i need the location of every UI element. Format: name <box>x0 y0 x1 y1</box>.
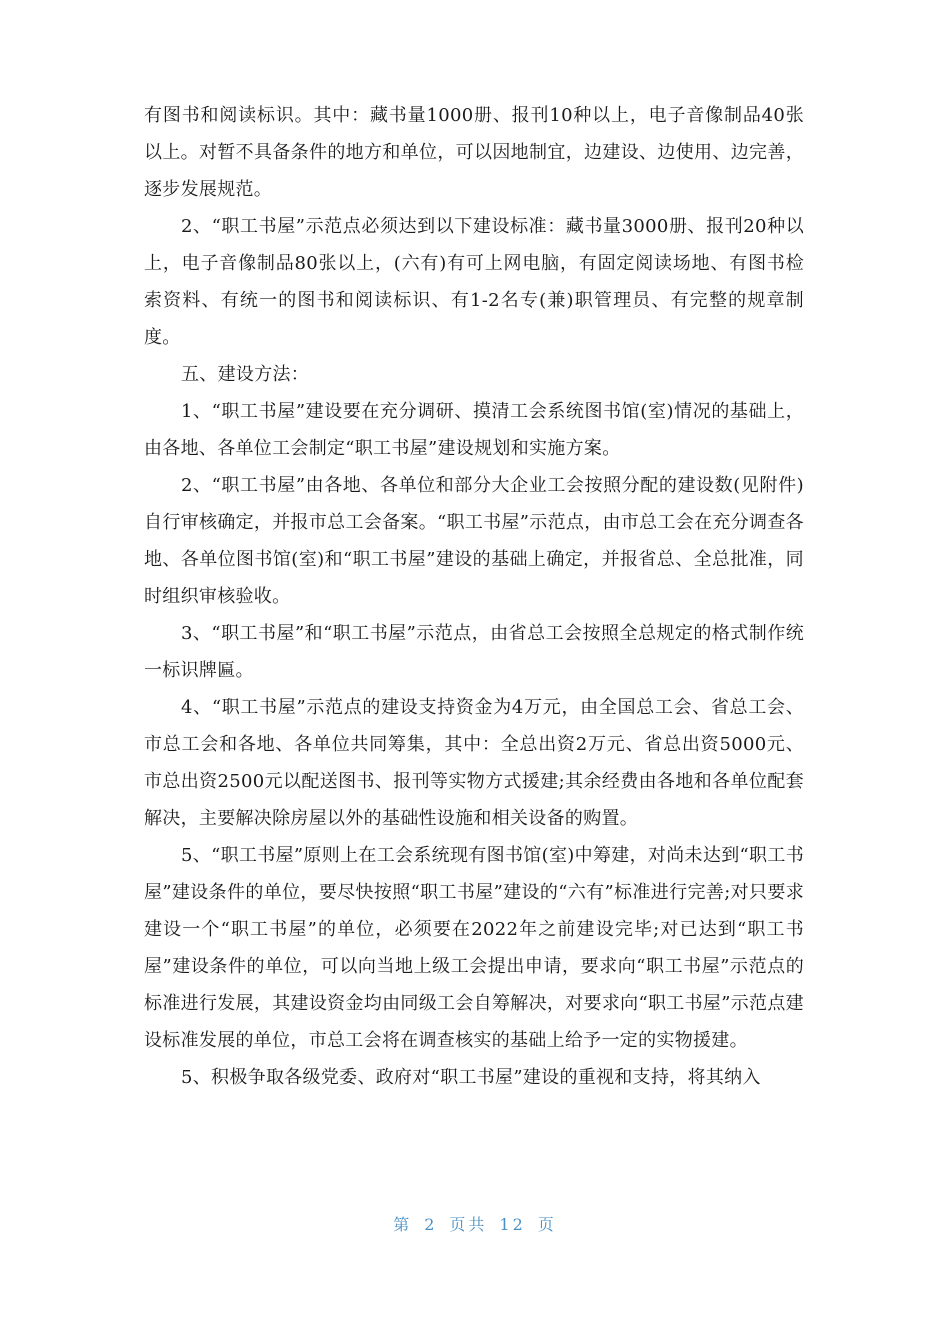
section-heading: 五、建设方法： <box>181 364 310 385</box>
page-label: 第 <box>393 1215 413 1234</box>
paragraph: 3、“职工书屋”和“职工书屋”示范点，由省总工会按照全总规定的格式制作统一标识牌匾。 <box>144 623 804 681</box>
page-end-label: 页 <box>537 1215 557 1234</box>
paragraph: 5、“职工书屋”原则上在工会系统现有图书馆(室)中筹建，对尚未达到“职工书屋”建设条件的单位，要尽快按照“职工书屋”建设的“六有”标准进行完善;对只要求建设一个“职工书屋”的单位，必须要在2022年之前建设完毕;对已达到“职工书屋”建设条件的单位，可以向当地上级工会提出申请，要求向“职工书屋”示范点的标准进行发展，其建设资金均由同级工会自筹解决，对要求向“职工书屋”示范点建设标准发展的单位，市总工会将在调查核实的基础上给予一定的实物援建。 <box>144 845 804 1051</box>
paragraph: 1、“职工书屋”建设要在充分调研、摸清工会系统图书馆(室)情况的基础上，由各地、各单位工会制定“职工书屋”建设规划和实施方案。 <box>144 401 804 459</box>
page-footer <box>0 1212 950 1235</box>
paragraph: 2、“职工书屋”由各地、各单位和部分大企业工会按照分配的建设数(见附件)自行审核确定，并报市总工会备案。“职工书屋”示范点，由市总工会在充分调查各地、各单位图书馆(室)和“职工书屋”建设的基础上确定，并报省总、全总批准，同时组织审核验收。 <box>144 475 804 607</box>
document-body <box>144 97 804 1096</box>
page-of-label: 页共 <box>449 1215 488 1234</box>
paragraph: 4、“职工书屋”示范点的建设支持资金为4万元，由全国总工会、省总工会、市总工会和各地、各单位共同筹集，其中：全总出资2万元、省总出资5000元、市总出资2500元以配送图书、报刊等实物方式援建;其余经费由各地和各单位配套解决，主要解决除房屋以外的基础性设施和相关设备的购置。 <box>144 697 804 829</box>
paragraph: 5、积极争取各级党委、政府对“职工书屋”建设的重视和支持，将其纳入 <box>181 1067 761 1088</box>
current-page-number: 2 <box>424 1215 438 1234</box>
paragraph: 有图书和阅读标识。其中：藏书量1000册、报刊10种以上，电子音像制品40张以上。对暂不具备条件的地方和单位，可以因地制宜，边建设、边使用、边完善，逐步发展规范。 <box>144 105 804 200</box>
paragraph: 2、“职工书屋”示范点必须达到以下建设标准：藏书量3000册、报刊20种以上，电子音像制品80张以上，(六有)有可上网电脑，有固定阅读场地、有图书检索资料、有统一的图书和阅读标识、有1-2名专(兼)职管理员、有完整的规章制度。 <box>144 216 804 348</box>
total-pages-number: 12 <box>499 1215 526 1234</box>
